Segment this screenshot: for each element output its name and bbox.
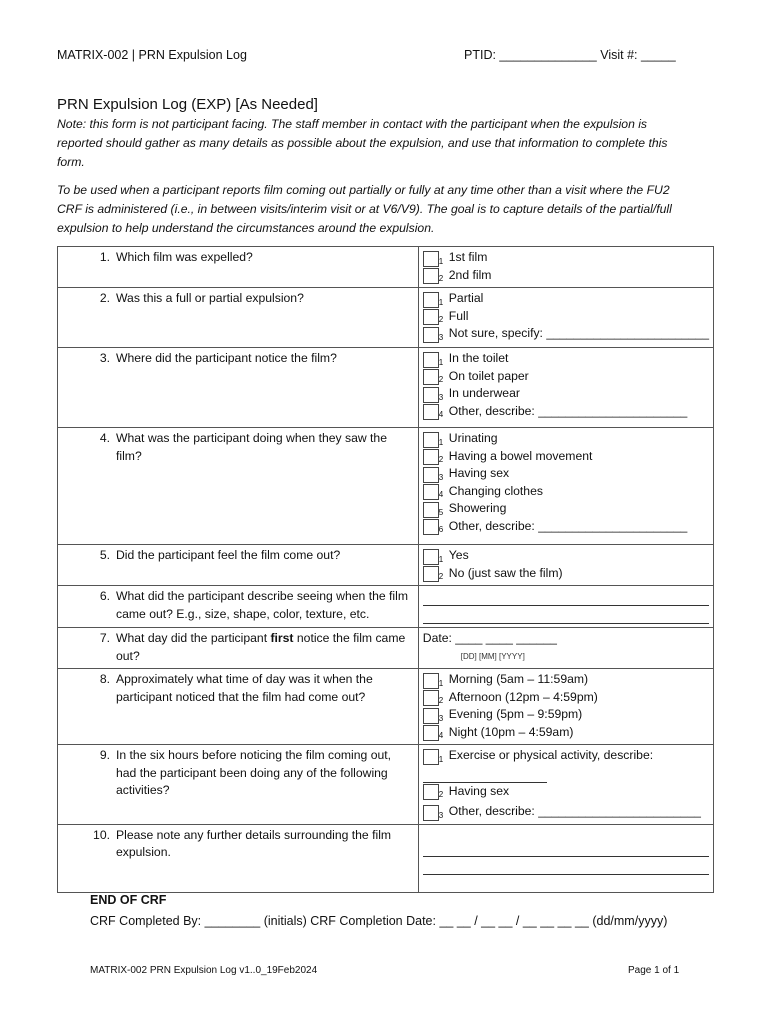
question-text: What day did the participant first notice the film came out? — [116, 631, 406, 663]
question-number: 10. — [93, 827, 110, 842]
question-number: 8. — [99, 672, 110, 686]
question-text: Which film was expelled? — [116, 250, 253, 264]
question-text: In the six hours before noticing the film coming out, had the participant been doing any of the following activities? — [116, 748, 392, 797]
checkbox[interactable] — [423, 784, 439, 800]
checkbox[interactable] — [423, 251, 439, 267]
option-1st-film[interactable]: 1 1st film — [423, 249, 709, 267]
question-text: Did the participant feel the film come out? — [116, 548, 341, 562]
checkbox[interactable] — [423, 309, 439, 325]
answer-line[interactable] — [423, 859, 709, 875]
option-no[interactable]: 2 No (just saw the film) — [423, 565, 709, 583]
option-evening[interactable]: 3 Evening (5pm – 9:59pm) — [423, 706, 709, 724]
question-number: 9. — [99, 748, 110, 762]
question-number: 7. — [99, 631, 110, 645]
header-form-id: MATRIX-002 | PRN Expulsion Log — [57, 48, 247, 62]
question-number: 2. — [99, 291, 110, 305]
option-showering[interactable]: 5 Showering — [423, 500, 709, 518]
question-text: What did the participant describe seeing when the film came out? E.g., size, shape, color, texture, etc. — [116, 589, 408, 621]
form-title: PRN Expulsion Log (EXP) [As Needed] — [57, 96, 318, 113]
checkbox[interactable] — [423, 432, 439, 448]
date-format-hint: [DD] [MM] [YYYY] — [460, 651, 525, 661]
answer-line[interactable] — [423, 767, 547, 783]
question-text: Where did the participant notice the film? — [116, 351, 337, 365]
checkbox[interactable] — [423, 566, 439, 582]
answer-line[interactable] — [423, 841, 709, 857]
footer-version: MATRIX-002 PRN Expulsion Log v1..0_19Feb2024 — [90, 965, 318, 976]
checkbox[interactable] — [423, 387, 439, 403]
answer-line[interactable] — [423, 590, 709, 606]
option-underwear[interactable]: 3 In underwear — [423, 385, 709, 403]
option-2nd-film[interactable]: 2 2nd film — [423, 267, 709, 285]
checkbox[interactable] — [423, 404, 439, 420]
option-toilet[interactable]: 1 In the toilet — [423, 350, 709, 368]
checkbox[interactable] — [423, 749, 439, 765]
option-having-sex[interactable]: 2 Having sex — [423, 783, 709, 801]
option-bowel-movement[interactable]: 2 Having a bowel movement — [423, 448, 709, 466]
question-number: 1. — [99, 250, 110, 264]
question-number: 4. — [99, 431, 110, 445]
question-number: 3. — [99, 351, 110, 365]
option-changing-clothes[interactable]: 4 Changing clothes — [423, 483, 709, 501]
checkbox[interactable] — [423, 690, 439, 706]
option-afternoon[interactable]: 2 Afternoon (12pm – 4:59pm) — [423, 689, 709, 707]
checkbox[interactable] — [423, 673, 439, 689]
option-other[interactable]: 3 Other, describe: ________________________ — [423, 803, 709, 821]
checkbox[interactable] — [423, 369, 439, 385]
option-night[interactable]: 4 Night (10pm – 4:59am) — [423, 724, 709, 742]
checkbox[interactable] — [423, 292, 439, 308]
end-of-crf-title: END OF CRF — [90, 893, 167, 907]
option-having-sex[interactable]: 3 Having sex — [423, 465, 709, 483]
option-exercise[interactable]: 1 Exercise or physical activity, describe: — [423, 747, 709, 765]
question-text: Please note any further details surrounding the film expulsion. — [116, 827, 392, 859]
question-text: Approximately what time of day was it when the participant noticed that the film had come out? — [116, 672, 373, 704]
checkbox[interactable] — [423, 449, 439, 465]
checkbox[interactable] — [423, 805, 439, 821]
option-other[interactable]: 4 Other, describe: ______________________ — [423, 403, 709, 421]
option-other[interactable]: 6 Other, describe: ______________________ — [423, 518, 709, 536]
checkbox[interactable] — [423, 519, 439, 535]
question-number: 5. — [99, 548, 110, 562]
checkbox[interactable] — [423, 484, 439, 500]
checkbox[interactable] — [423, 502, 439, 518]
option-urinating[interactable]: 1 Urinating — [423, 430, 709, 448]
option-partial[interactable]: 1 Partial — [423, 290, 709, 308]
option-not-sure[interactable]: 3 Not sure, specify: ________________________ — [423, 325, 709, 343]
option-toilet-paper[interactable]: 2 On toilet paper — [423, 368, 709, 386]
date-field[interactable]: Date: ____ ____ ______ — [422, 631, 557, 645]
question-text: Was this a full or partial expulsion? — [116, 291, 304, 305]
checkbox[interactable] — [423, 549, 439, 565]
checkbox[interactable] — [423, 352, 439, 368]
checkbox[interactable] — [423, 268, 439, 284]
form-note: Note: this form is not participant facing. The staff member in contact with the participant when the expulsion is reported should gather as many details as possible about the expulsion, and use that information to complete this form. — [57, 117, 668, 169]
footer-page-number: Page 1 of 1 — [628, 965, 680, 976]
option-morning[interactable]: 1 Morning (5am – 11:59am) — [423, 671, 709, 689]
option-yes[interactable]: 1 Yes — [423, 547, 709, 565]
option-full[interactable]: 2 Full — [423, 308, 709, 326]
crf-table — [57, 246, 714, 893]
answer-line[interactable] — [423, 608, 709, 624]
checkbox[interactable] — [423, 708, 439, 724]
checkbox[interactable] — [423, 467, 439, 483]
form-purpose: To be used when a participant reports film coming out partially or fully at any time other than a visit where the FU2 CRF is administered (i.e., in between visits/interim visit or at V6/V9). The goal is to capture details of the partial/full expulsion to help understand the circumstances around the expulsion. — [57, 183, 672, 235]
header-ptid-visit: PTID: ______________ Visit #: _____ — [464, 48, 676, 62]
checkbox[interactable] — [423, 327, 439, 343]
checkbox[interactable] — [423, 725, 439, 741]
question-number: 6. — [99, 589, 110, 603]
crf-completion-line[interactable]: CRF Completed By: ________ (initials) CRF Completion Date: __ __ / __ __ / __ __ __ __ (dd/mm/yyyy) — [90, 914, 668, 928]
question-text: What was the participant doing when they saw the film? — [116, 431, 387, 463]
